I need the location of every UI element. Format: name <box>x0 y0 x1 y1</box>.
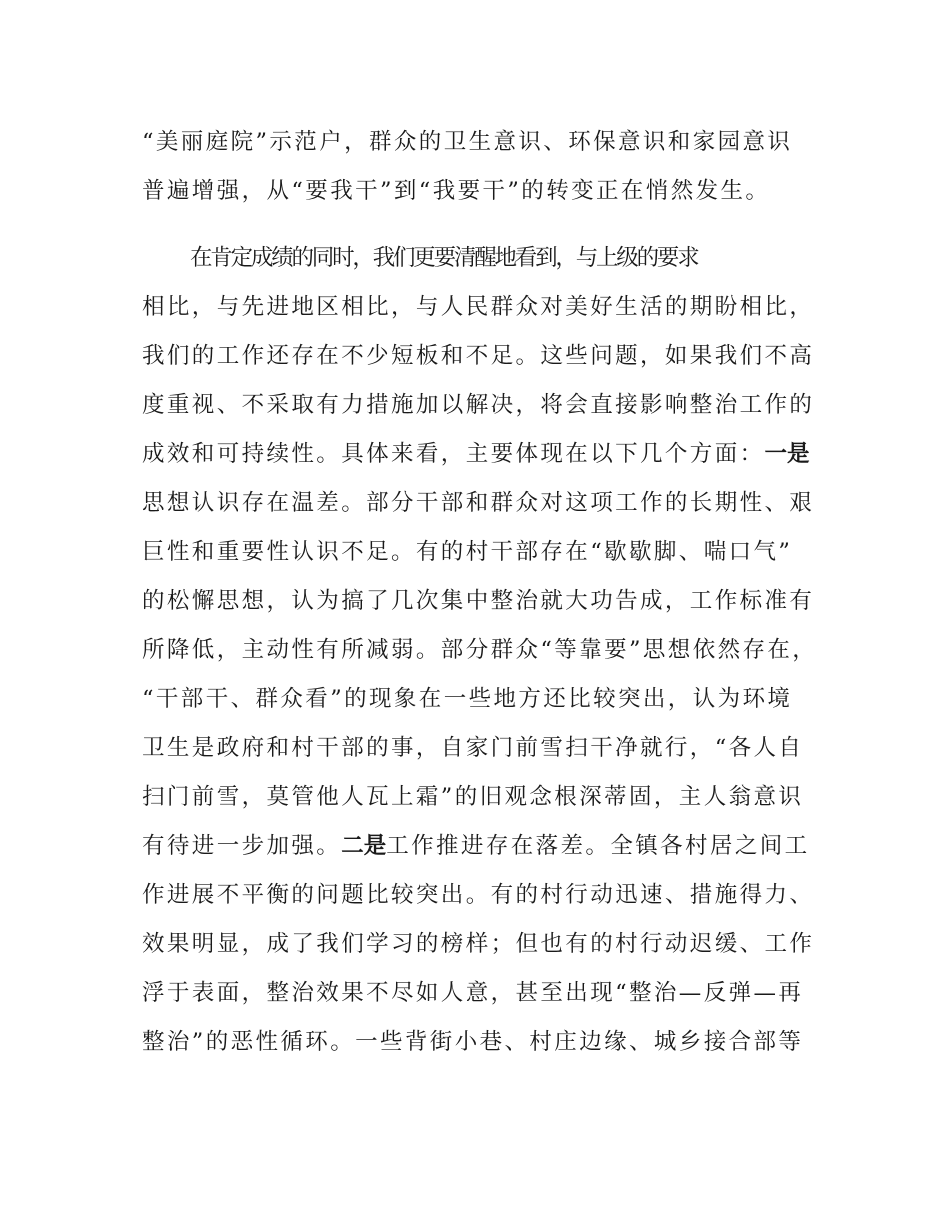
line-13-text-post: 工作推进存在落差。全镇各村居之间工 <box>386 833 810 859</box>
paragraph-2-line-16: 浮于表面，整治效果不尽如人意，甚至出现“整治—反弹—再 <box>142 980 804 1006</box>
line-13-text-pre: 有待进一步加强。 <box>142 833 342 859</box>
point-one-label: 一是 <box>764 441 810 467</box>
paragraph-1-line-2: 普遍增强，从“要我干”到“我要干”的转变正在悄然发生。 <box>142 178 771 204</box>
paragraph-2-line-17: 整治”的恶性循环。一些背街小巷、村庄边缘、城乡接合部等 <box>142 1029 804 1055</box>
paragraph-2-line-13 <box>142 831 822 861</box>
paragraph-2-line-4: 度重视、不采取有力措施加以解决，将会直接影响整治工作的 <box>142 392 815 418</box>
line-5-text: 成效和可持续性。具体来看，主要体现在以下几个方面： <box>142 441 765 467</box>
paragraph-2-line-6: 思想认识存在温差。部分干部和群众对这项工作的长期性、艰 <box>142 490 815 516</box>
paragraph-2-line-1: 在肯定成绩的同时，我们更要清醒地看到，与上级的要求 <box>190 245 698 271</box>
paragraph-2-line-5 <box>142 439 822 469</box>
paragraph-2-line-11: 卫生是政府和村干部的事，自家门前雪扫干净就行，“各人自 <box>142 735 804 761</box>
paragraph-2-line-15: 效果明显，成了我们学习的榜样；但也有的村行动迟缓、工作 <box>142 931 815 957</box>
paragraph-2-line-7: 巨性和重要性认识不足。有的村干部存在“歇歇脚、喘口气” <box>142 539 793 565</box>
paragraph-2-line-2: 相比，与先进地区相比，与人民群众对美好生活的期盼相比， <box>142 294 815 320</box>
paragraph-2-line-9: 所降低，主动性有所减弱。部分群众“等靠要”思想依然存在， <box>142 637 818 663</box>
paragraph-1-line-1: “美丽庭院”示范户，群众的卫生意识、环保意识和家园意识 <box>142 129 793 155</box>
paragraph-2-line-12: 扫门前雪，莫管他人瓦上霜”的旧观念根深蒂固，主人翁意识 <box>142 784 804 810</box>
paragraph-2-line-10: “干部干、群众看”的现象在一些地方还比较突出，认为环境 <box>142 686 793 712</box>
paragraph-2-line-8: 的松懈思想，认为搞了几次集中整治就大功告成，工作标准有 <box>142 588 815 614</box>
point-two-label: 二是 <box>341 833 387 859</box>
paragraph-2-line-3: 我们的工作还存在不少短板和不足。这些问题，如果我们不高 <box>142 343 815 369</box>
paragraph-2-line-14: 作进展不平衡的问题比较突出。有的村行动迅速、措施得力、 <box>142 882 815 908</box>
